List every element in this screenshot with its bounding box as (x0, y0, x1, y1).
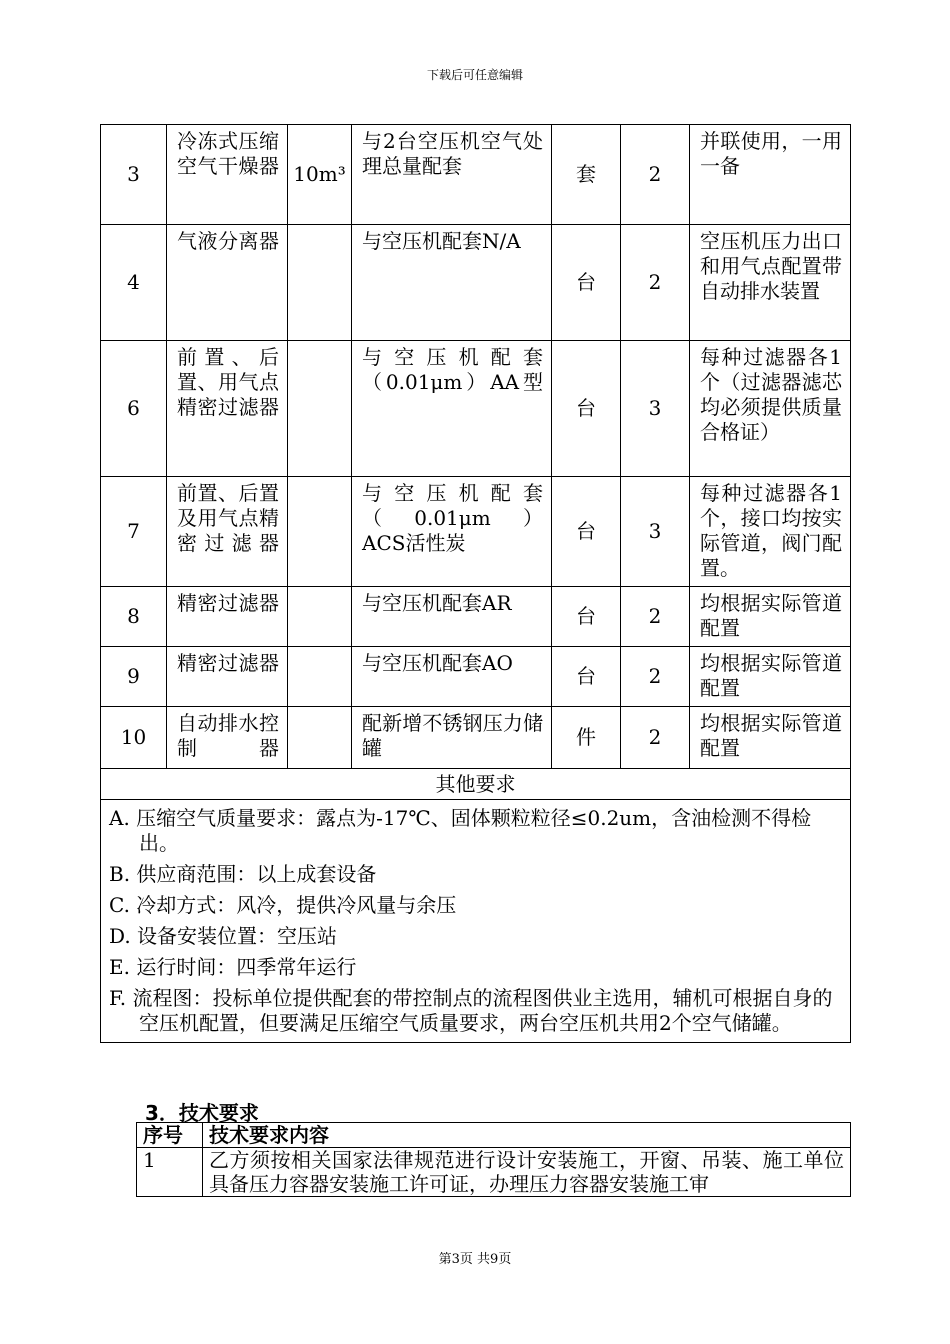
requirement-item: E. 运行时间：四季常年运行 (109, 955, 357, 979)
equipment-row (101, 341, 851, 477)
tech-row-content: 乙方须按相关国家法律规范进行设计安装施工，开窗、吊装、施工单位具备压力容器安装施工许可证，办理压力容器安装施工审 (203, 1148, 851, 1197)
item-spec (288, 341, 352, 477)
tech-requirements-table (136, 1122, 851, 1197)
item-qty: 2 (621, 647, 690, 707)
item-name: 精密过滤器 (167, 587, 288, 647)
requirement-item: A. 压缩空气质量要求：露点为-17℃、固体颗粒粒径≤0.2um，含油检测不得检出。 (109, 806, 812, 855)
item-no: 8 (101, 587, 167, 647)
item-name: 前置、后置及用气点精密过滤器 (167, 477, 288, 587)
item-unit: 台 (552, 587, 621, 647)
item-spec (288, 707, 352, 769)
tech-header-row (137, 1123, 851, 1148)
page-footer: 第3页 共9页 (438, 1252, 512, 1267)
equipment-row (101, 647, 851, 707)
item-spec (288, 225, 352, 341)
item-remark: 每种过滤器各1个，接口均按实际管道，阀门配置。 (690, 477, 851, 587)
item-spec (288, 647, 352, 707)
item-spec (288, 477, 352, 587)
item-spec: 10m³ (288, 125, 352, 225)
item-unit: 件 (552, 707, 621, 769)
item-no: 6 (101, 341, 167, 477)
item-no: 7 (101, 477, 167, 587)
item-qty: 2 (621, 587, 690, 647)
item-config: 与空压机配套N/A (352, 225, 552, 341)
tech-header-no: 序号 (137, 1123, 203, 1148)
item-no: 9 (101, 647, 167, 707)
item-name: 气液分离器 (167, 225, 288, 341)
requirement-item: C. 冷却方式：风冷，提供冷风量与余压 (109, 893, 457, 917)
item-remark: 均根据实际管道配置 (690, 707, 851, 769)
item-unit: 台 (552, 477, 621, 587)
item-unit: 套 (552, 125, 621, 225)
item-name: 前置、后置、用气点精密过滤器 (167, 341, 288, 477)
item-spec (288, 587, 352, 647)
tech-row-no: 1 (137, 1148, 203, 1197)
equipment-table-body (101, 125, 851, 769)
item-name: 冷冻式压缩空气干燥器 (167, 125, 288, 225)
item-unit: 台 (552, 647, 621, 707)
tech-row (137, 1148, 851, 1197)
item-config: 与空压机配套AR (352, 587, 552, 647)
item-remark: 均根据实际管道配置 (690, 587, 851, 647)
other-requirements-list (109, 806, 842, 1036)
equipment-row (101, 225, 851, 341)
item-qty: 2 (621, 225, 690, 341)
section-title: 3．技术要求 (145, 1101, 259, 1125)
item-config: 与空压机配套（0.01μm） ACS活性炭 (352, 477, 552, 587)
item-unit: 台 (552, 341, 621, 477)
item-remark: 并联使用，一用一备 (690, 125, 851, 225)
item-qty: 2 (621, 125, 690, 225)
item-no: 10 (101, 707, 167, 769)
requirement-item: D. 设备安装位置：空压站 (109, 924, 338, 948)
item-no: 4 (101, 225, 167, 341)
item-no: 3 (101, 125, 167, 225)
item-remark: 每种过滤器各1个（过滤器滤芯均必须提供质量合格证） (690, 341, 851, 477)
other-requirements-row (101, 800, 851, 1043)
equipment-row (101, 707, 851, 769)
page-header-note: 下载后可任意编辑 (426, 68, 523, 82)
requirement-item: F. 流程图：投标单位提供配套的带控制点的流程图供业主选用，辅机可根据自身的空压机配置，但要满足压缩空气质量要求，两台空压机共用2个空气储罐。 (109, 986, 833, 1035)
item-config: 与空压机配套AO (352, 647, 552, 707)
item-qty: 2 (621, 707, 690, 769)
other-requirements-title: 其他要求 (101, 769, 851, 800)
tech-header-content: 技术要求内容 (203, 1123, 851, 1148)
requirement-item: B. 供应商范围：以上成套设备 (109, 862, 377, 886)
item-config: 配新增不锈钢压力储罐 (352, 707, 552, 769)
other-requirements-cell (101, 800, 851, 1043)
equipment-row (101, 587, 851, 647)
equipment-row (101, 125, 851, 225)
equipment-table (100, 124, 851, 1043)
item-qty: 3 (621, 477, 690, 587)
item-remark: 均根据实际管道配置 (690, 647, 851, 707)
item-config: 与2台空压机空气处理总量配套 (352, 125, 552, 225)
item-config: 与空压机配套（0.01μm）AA型 (352, 341, 552, 477)
item-qty: 3 (621, 341, 690, 477)
equipment-row (101, 477, 851, 587)
item-name: 自动排水控制器 (167, 707, 288, 769)
item-name: 精密过滤器 (167, 647, 288, 707)
item-remark: 空压机压力出口和用气点配置带自动排水装置 (690, 225, 851, 341)
other-requirements-header-row (101, 769, 851, 800)
item-unit: 台 (552, 225, 621, 341)
